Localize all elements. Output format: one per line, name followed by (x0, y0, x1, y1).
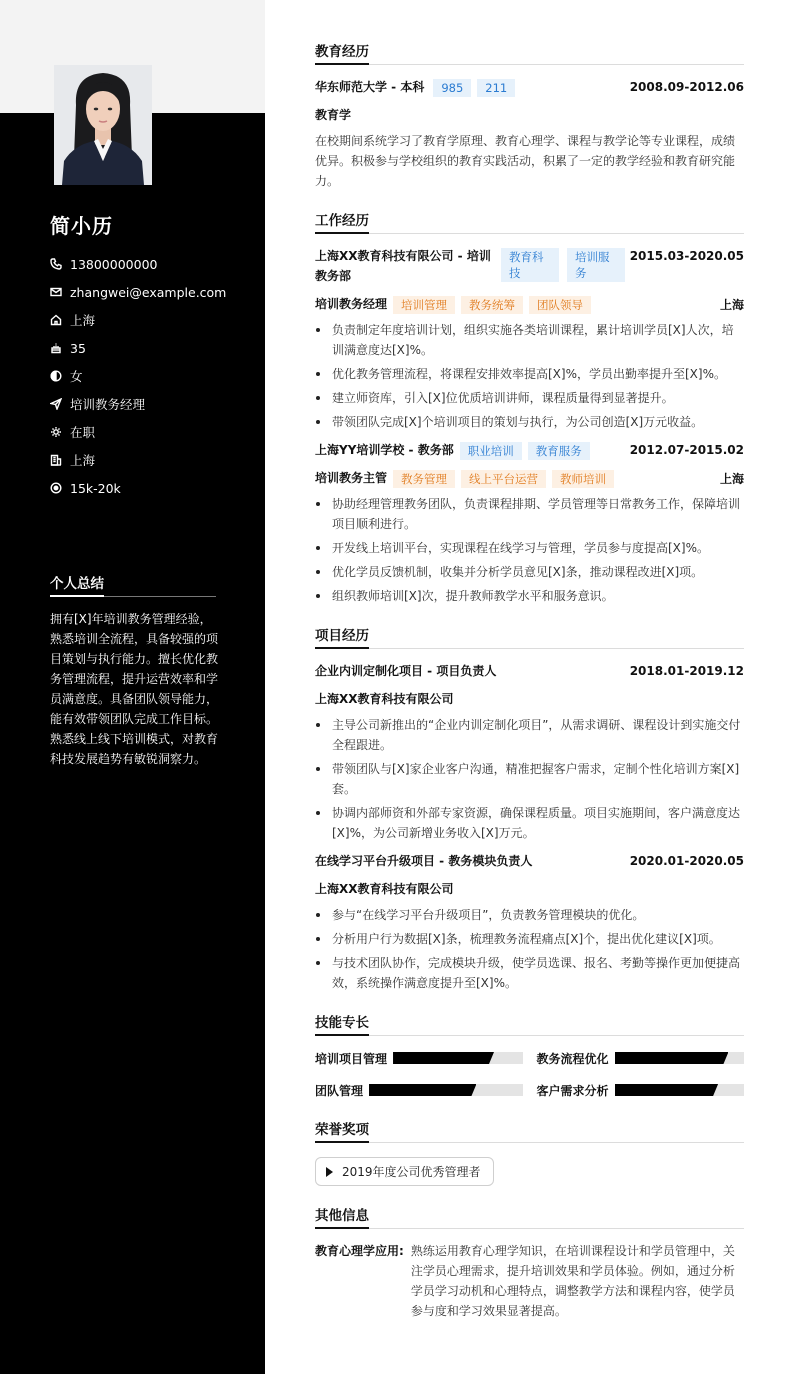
project-company: 上海XX教育科技有限公司 (315, 882, 454, 896)
work-section (315, 209, 744, 606)
skill-name: 团队管理 (315, 1083, 364, 1098)
projects-heading-text: 项目经历 (315, 624, 369, 649)
list-item: 带领团队完成[X]个培训项目的策划与执行，为公司创造[X]万元收益。 (315, 412, 744, 432)
project-company: 上海XX教育科技有限公司 (315, 692, 454, 706)
list-item: 分析用户行为数据[X]条，梳理教务流程痛点[X]个，提出优化建议[X]项。 (315, 929, 744, 949)
other-info-key: 教育心理学应用: (315, 1244, 404, 1258)
work-entry (315, 440, 744, 606)
list-item: 协助经理管理教务团队，负责课程排期、学员管理等日常教务工作，保障培训项目顺利进行。 (315, 494, 744, 534)
list-item: 优化教务管理流程，将课程安排效率提高[X]%，学员出勤率提升至[X]%。 (315, 364, 744, 384)
work-entry-header (315, 246, 744, 286)
awards-section (315, 1118, 744, 1186)
contact-info-list (50, 250, 250, 502)
gender-text: 女 (70, 369, 83, 384)
education-date: 2008.09-2012.06 (629, 80, 744, 94)
project-bullets (315, 905, 744, 993)
work-role-row (315, 468, 744, 488)
projects-section (315, 624, 744, 993)
skills-heading-text: 技能专长 (315, 1011, 369, 1036)
education-tag: 211 (477, 79, 515, 97)
projects-heading (315, 624, 744, 649)
send-icon (50, 398, 70, 410)
info-status (50, 418, 250, 446)
list-item: 带领团队与[X]家企业客户沟通，精准把握客户需求，定制个性化培训方案[X]套。 (315, 759, 744, 799)
age-icon (50, 342, 70, 354)
education-heading (315, 40, 744, 65)
education-description: 在校期间系统学习了教育学原理、教育心理学、课程与教学论等专业课程，成绩优异。积极参与学校组织的教育实践活动，积累了一定的教学经验和教育研究能力。 (315, 134, 736, 188)
status-icon (50, 426, 70, 438)
list-item: 优化学员反馈机制，收集并分析学员意见[X]条，推动课程改进[X]项。 (315, 562, 744, 582)
project-header (315, 661, 744, 681)
summary-heading-text: 个人总结 (50, 576, 104, 597)
skill-tag: 教师培训 (552, 470, 614, 488)
work-entry (315, 246, 744, 432)
skill-fill (393, 1052, 494, 1064)
work-role: 培训教务经理 (315, 297, 388, 311)
skill-bar-item (315, 1080, 523, 1100)
skill-track (369, 1084, 522, 1096)
summary-text: 拥有[X]年培训教务管理经验，熟悉培训全流程，具备较强的项目策划与执行能力。擅长优化教务管理流程，提升运营效率和学员满意度。具备团队领导能力，能有效带领团队完成工作目标。熟悉线上线下培训模式，对教育科技发展趋势有敏锐洞察力。 (50, 612, 219, 766)
other-heading-text: 其他信息 (315, 1204, 369, 1229)
city-text: 上海 (70, 313, 96, 328)
skill-fill (615, 1052, 729, 1064)
award-text: 2019年度公司优秀管理者 (342, 1165, 481, 1179)
work-location: 上海 (719, 471, 744, 486)
skill-bar-item (315, 1048, 523, 1068)
skills-heading (315, 1011, 744, 1036)
industry-tag: 培训服务 (567, 248, 625, 282)
work-org: 上海XX教育科技有限公司 - 培训教务部 (315, 249, 491, 283)
other-info-row (315, 1241, 744, 1321)
sidebar (0, 0, 265, 1374)
info-salary (50, 474, 250, 502)
education-header (315, 77, 744, 97)
candidate-name: 简小历 (50, 214, 113, 238)
work-bullets (315, 320, 744, 432)
info-target-city (50, 446, 250, 474)
project-bullets (315, 715, 744, 843)
play-icon (326, 1167, 333, 1177)
summary-heading (50, 572, 216, 597)
list-item: 组织教师培训[X]次，提升教师教学水平和服务意识。 (315, 586, 744, 606)
awards-heading (315, 1118, 744, 1143)
profile-photo (54, 65, 152, 185)
award-item[interactable] (315, 1157, 494, 1186)
work-bullets (315, 494, 744, 606)
position-text: 培训教务经理 (70, 397, 146, 412)
info-age (50, 334, 250, 362)
list-item: 与技术团队协作，完成模块升级，使学员选课、报名、考勤等操作更加便捷高效，系统操作满意度提升至[X]%。 (315, 953, 744, 993)
info-position (50, 390, 250, 418)
status-text: 在职 (70, 425, 96, 440)
skill-name: 培训项目管理 (315, 1051, 388, 1066)
education-heading-text: 教育经历 (315, 40, 369, 65)
skill-tag: 教务统筹 (461, 296, 523, 314)
work-date: 2015.03-2020.05 (629, 249, 744, 263)
skill-bar-item (537, 1048, 745, 1068)
project-date: 2018.01-2019.12 (629, 664, 744, 678)
work-role: 培训教务主管 (315, 471, 388, 485)
project-company-row (315, 879, 744, 899)
target-city-text: 上海 (70, 453, 96, 468)
project-name: 企业内训定制化项目 - 项目负责人 (315, 664, 497, 678)
skill-track (615, 1052, 744, 1064)
project-name: 在线学习平台升级项目 - 教务模块负责人 (315, 854, 533, 868)
skill-tag: 培训管理 (393, 296, 455, 314)
project-header (315, 851, 744, 871)
work-role-row (315, 294, 744, 314)
skill-name: 客户需求分析 (536, 1083, 609, 1098)
skills-grid (315, 1048, 744, 1100)
work-org: 上海YY培训学校 - 教务部 (315, 443, 454, 457)
list-item: 建立师资库，引入[X]位优质培训讲师，课程质量得到显著提升。 (315, 388, 744, 408)
skill-track (393, 1052, 522, 1064)
list-item: 负责制定年度培训计划，组织实施各类培训课程，累计培训学员[X]人次，培训满意度达[X]%。 (315, 320, 744, 360)
list-item: 开发线上培训平台，实现课程在线学习与管理，学员参与度提高[X]%。 (315, 538, 744, 558)
skill-tag: 教务管理 (393, 470, 455, 488)
project-date: 2020.01-2020.05 (629, 854, 744, 868)
other-section (315, 1204, 744, 1321)
gender-icon (50, 370, 70, 382)
salary-icon (50, 482, 70, 494)
info-gender (50, 362, 250, 390)
work-entry-header (315, 440, 744, 460)
industry-tag: 教育服务 (528, 442, 590, 460)
list-item: 协调内部师资和外部专家资源，确保课程质量。项目实施期间，客户满意度达[X]%，为公司新增业务收入[X]万元。 (315, 803, 744, 843)
building-icon (50, 454, 70, 466)
work-location: 上海 (719, 297, 744, 312)
project-entry (315, 661, 744, 843)
skill-tag: 线上平台运营 (461, 470, 546, 488)
work-heading-text: 工作经历 (315, 209, 369, 234)
home-icon (50, 314, 70, 326)
skill-name: 教务流程优化 (536, 1051, 609, 1066)
list-item: 参与“在线学习平台升级项目”，负责教务管理模块的优化。 (315, 905, 744, 925)
other-heading (315, 1204, 744, 1229)
education-section (315, 40, 744, 191)
age-text: 35 (70, 340, 86, 356)
info-city (50, 306, 250, 334)
education-major: 教育学 (315, 108, 352, 122)
industry-tag: 教育科技 (501, 248, 559, 282)
industry-tag: 职业培训 (460, 442, 522, 460)
email-text: zhangwei@example.com (70, 284, 227, 300)
school-name: 华东师范大学 - 本科 (315, 80, 425, 94)
info-phone (50, 250, 250, 278)
awards-heading-text: 荣誉奖项 (315, 1118, 369, 1143)
skill-tag: 团队领导 (529, 296, 591, 314)
project-company-row (315, 689, 744, 709)
mail-icon (50, 286, 70, 298)
skill-bar-item (537, 1080, 745, 1100)
education-tag: 985 (433, 79, 471, 97)
skills-section (315, 1011, 744, 1100)
work-date: 2012.07-2015.02 (629, 443, 744, 457)
salary-text: 15k-20k (70, 480, 121, 496)
phone-text: 13800000000 (70, 256, 158, 272)
skill-track (615, 1084, 744, 1096)
other-info-value: 熟练运用教育心理学知识，在培训课程设计和学员管理中，关注学员心理需求，提升培训效果和学员体验。例如，通过分析学员学习动机和心理特点，调整教学方法和课程内容，使学员参与度和学习效果显著提高。 (410, 1244, 735, 1318)
list-item: 主导公司新推出的“企业内训定制化项目”，从需求调研、课程设计到实施交付全程跟进。 (315, 715, 744, 755)
skill-fill (369, 1084, 476, 1096)
skill-fill (615, 1084, 719, 1096)
project-entry (315, 851, 744, 993)
work-heading (315, 209, 744, 234)
main-content (315, 40, 744, 1321)
info-email (50, 278, 250, 306)
phone-icon (50, 258, 70, 270)
education-major-row (315, 105, 744, 125)
